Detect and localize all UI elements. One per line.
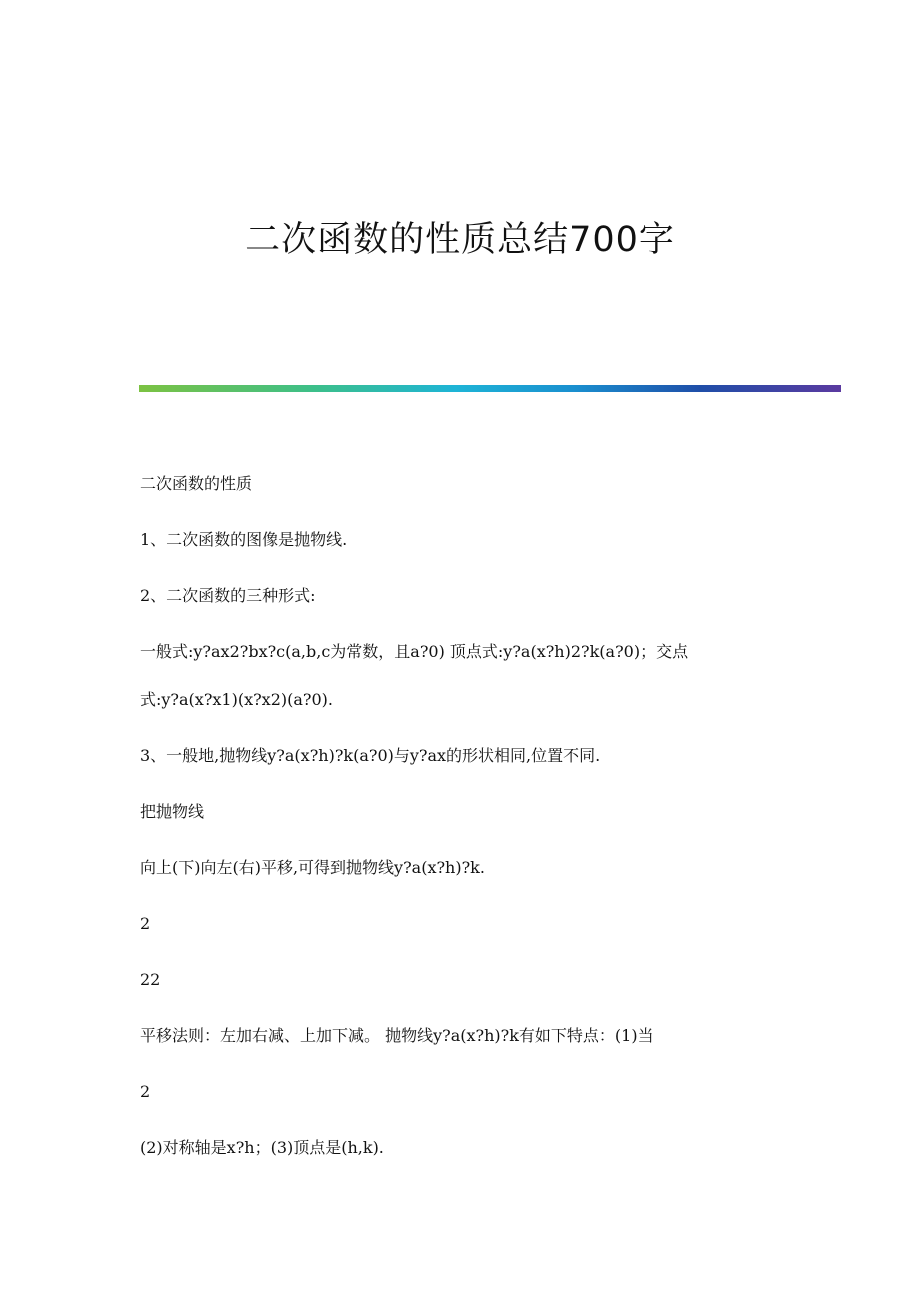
text-line: 3、一般地,抛物线y?a(x?h)?k(a?0)与y?ax的形状相同,位置不同. <box>140 746 601 765</box>
text-line: 平移法则：左加右减、上加下减。 抛物线y?a(x?h)?k有如下特点：(1)当 <box>140 1026 654 1045</box>
text-line: 2、二次函数的三种形式: <box>140 586 316 605</box>
text-line: 式:y?a(x?x1)(x?x2)(a?0). <box>140 690 333 709</box>
text-line: 2 <box>140 914 151 933</box>
section-heading: 二次函数的性质 <box>140 474 253 493</box>
text-line: 1、二次函数的图像是抛物线. <box>140 530 348 549</box>
text-line: (2)对称轴是x?h；(3)顶点是(h,k). <box>140 1138 384 1157</box>
text-line: 22 <box>140 970 161 989</box>
text-line: 向上(下)向左(右)平移,可得到抛物线y?a(x?h)?k. <box>140 858 485 877</box>
text-line: 把抛物线 <box>140 802 205 821</box>
text-line: 2 <box>140 1082 151 1101</box>
document-title: 二次函数的性质总结700字 <box>245 220 675 260</box>
text-line: 一般式:y?ax2?bx?c(a,b,c为常数，且a?0) 顶点式:y?a(x?h)2?k(a?0)；交点 <box>140 642 689 661</box>
title-divider <box>139 385 841 392</box>
